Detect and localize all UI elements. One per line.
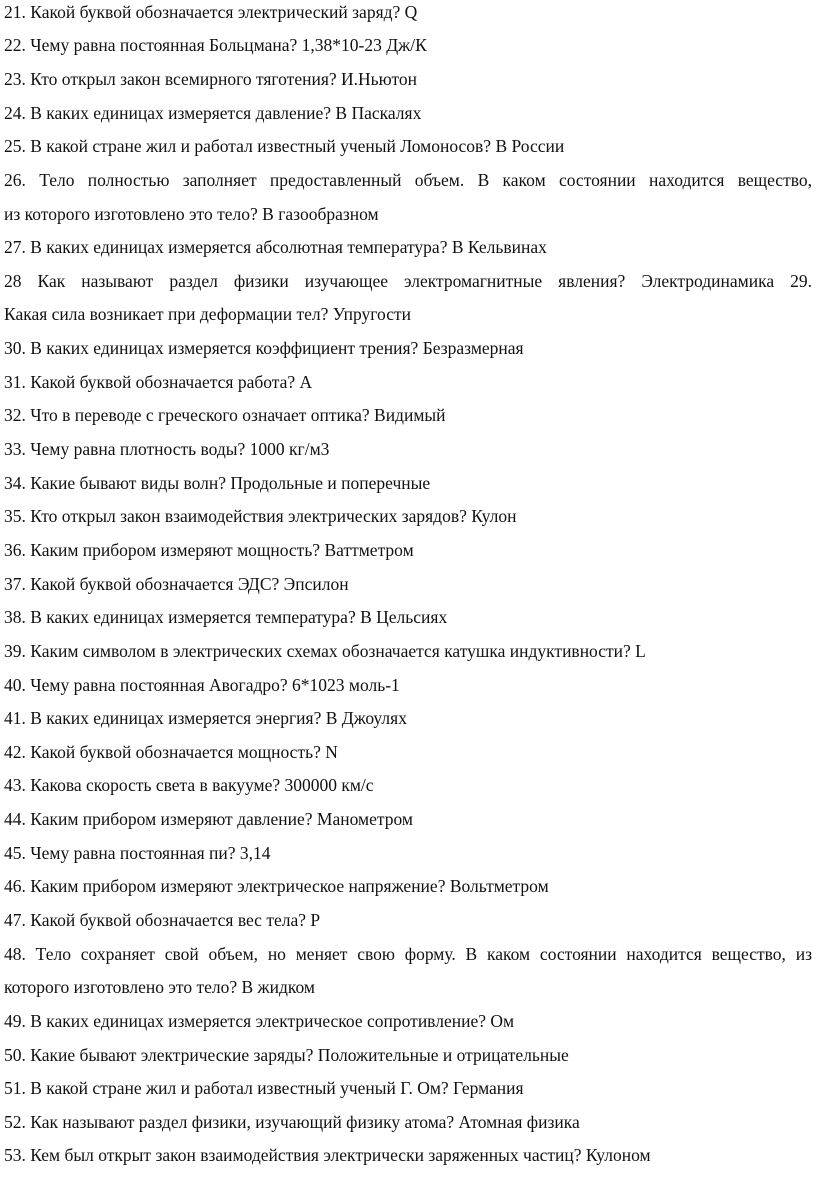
text-line: 39. Каким символом в электрических схемах обозначается катушка индуктивности? L [4,641,646,661]
text-line: 24. В каких единицах измеряется давление? В Паскалях [4,103,422,123]
text-line: 26. Тело полностью заполняет предоставленный объем. В каком состоянии находится вещество, [4,170,812,190]
text-line: 41. В каких единицах измеряется энергия? В Джоулях [4,708,407,728]
text-line: 50. Какие бывают электрические заряды? Положительные и отрицательные [4,1045,569,1065]
text-line: 31. Какой буквой обозначается работа? А [4,372,313,392]
text-line: 21. Какой буквой обозначается электрический заряд? Q [4,2,418,22]
text-line: 42. Какой буквой обозначается мощность? N [4,742,338,762]
text-line: 48. Тело сохраняет свой объем, но меняет свою форму. В каком состоянии находится вещество, из [4,944,812,964]
text-line: 47. Какой буквой обозначается вес тела? P [4,910,321,930]
text-line: 33. Чему равна плотность воды? 1000 кг/м3 [4,439,330,459]
text-line: 46. Каким прибором измеряют электрическое напряжение? Вольтметром [4,876,549,896]
text-line: 52. Как называют раздел физики, изучающий физику атома? Атомная физика [4,1112,580,1132]
text-line: 44. Каким прибором измеряют давление? Манометром [4,809,413,829]
text-line: 22. Чему равна постоянная Больцмана? 1,38*10-23 Дж/К [4,35,427,55]
text-line: 49. В каких единицах измеряется электрическое сопротивление? Ом [4,1011,515,1031]
text-line: 37. Какой буквой обозначается ЭДС? Эпсилон [4,574,349,594]
text-line: 40. Чему равна постоянная Авогадро? 6*1023 моль-1 [4,675,400,695]
text-line: Какая сила возникает при деформации тел? Упругости [4,304,411,324]
text-line: 53. Кем был открыт закон взаимодействия электрически заряженных частиц? Кулоном [4,1145,651,1165]
text-line: 45. Чему равна постоянная пи? 3,14 [4,843,271,863]
text-line: 38. В каких единицах измеряется температура? В Цельсиях [4,607,448,627]
text-line: 51. В какой стране жил и работал известный ученый Г. Ом? Германия [4,1078,524,1098]
text-line: которого изготовлено это тело? В жидком [4,977,316,997]
text-line: 28 Как называют раздел физики изучающее электромагнитные явления? Электродинамика 29. [4,271,812,291]
text-line: 43. Какова скорость света в вакууме? 300000 км/с [4,775,374,795]
text-line: 30. В каких единицах измеряется коэффициент трения? Безразмерная [4,338,524,358]
text-line: 34. Какие бывают виды волн? Продольные и поперечные [4,473,431,493]
text-line: 27. В каких единицах измеряется абсолютная температура? В Кельвинах [4,237,547,257]
text-line: 25. В какой стране жил и работал известный ученый Ломоносов? В России [4,136,565,156]
text-line: из которого изготовлено это тело? В газообразном [4,204,379,224]
text-line: 35. Кто открыл закон взаимодействия электрических зарядов? Кулон [4,506,517,526]
text-line: 36. Каким прибором измеряют мощность? Ваттметром [4,540,414,560]
text-line: 23. Кто открыл закон всемирного тяготения? И.Ньютон [4,69,418,89]
text-line: 32. Что в переводе с греческого означает оптика? Видимый [4,405,446,425]
